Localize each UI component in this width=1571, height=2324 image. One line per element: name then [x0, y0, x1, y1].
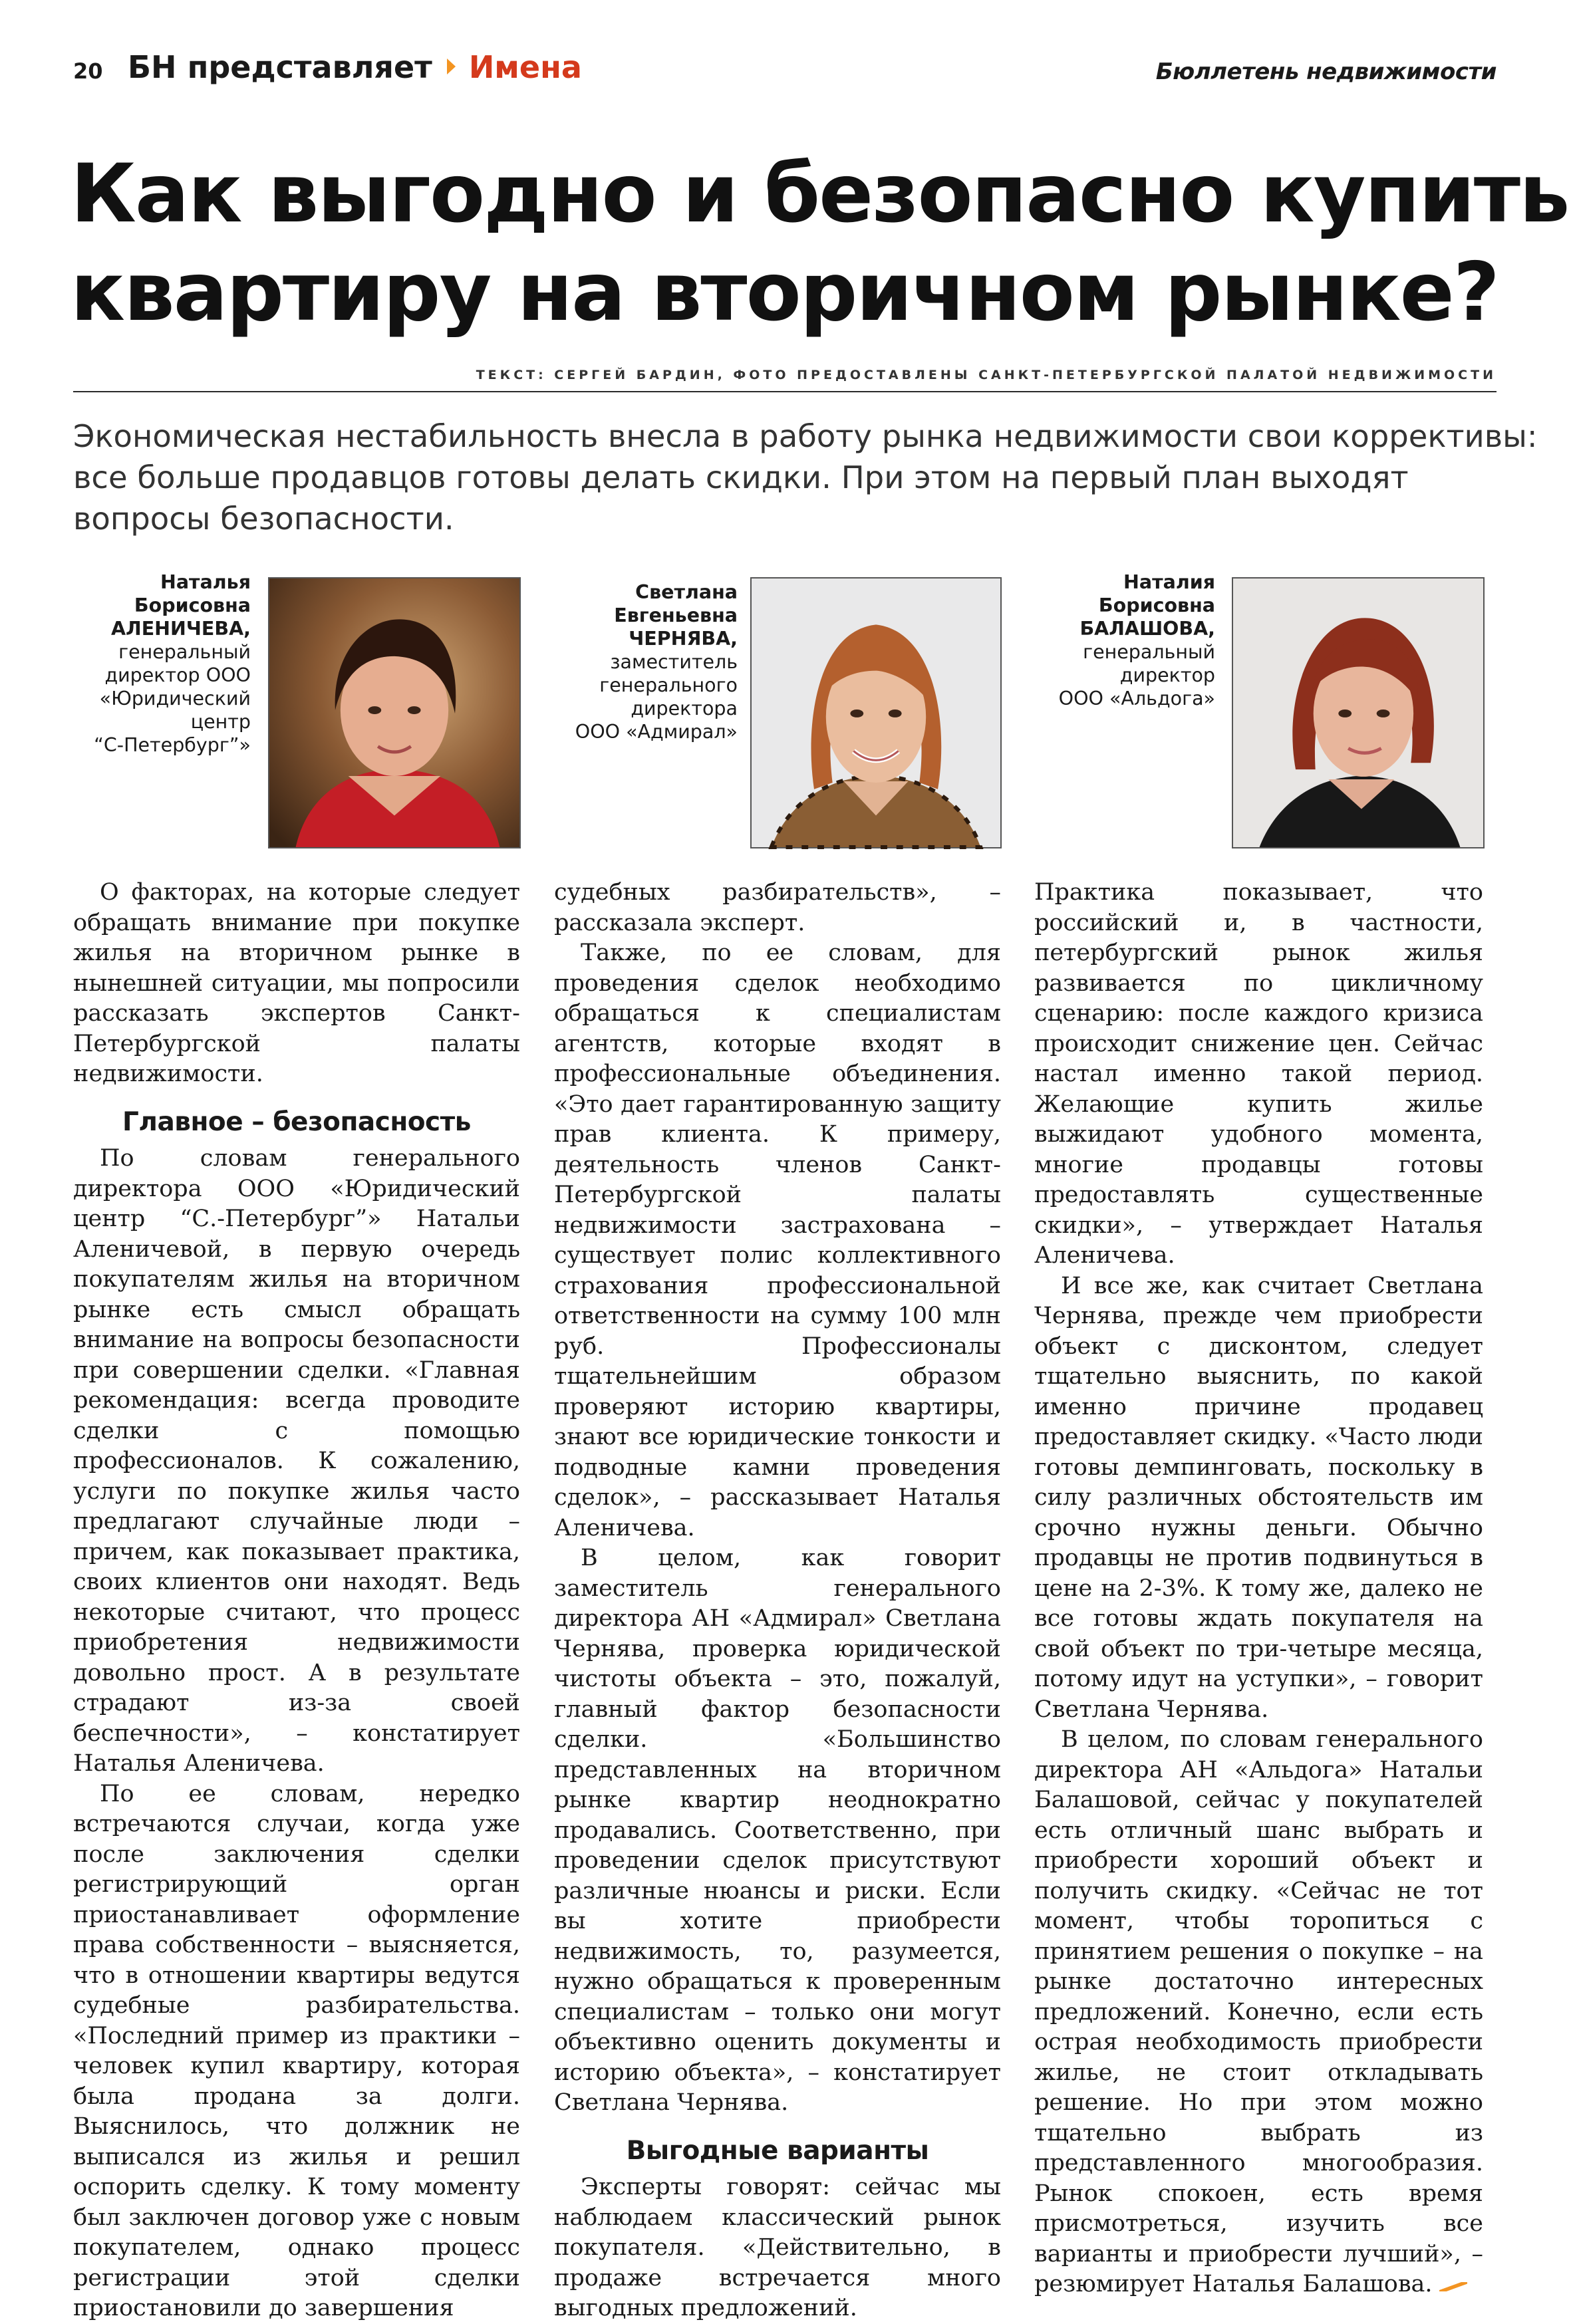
article-title-line: Как выгодно и безопасно купить [71, 147, 1569, 241]
expert-photo-alenicheva [268, 577, 521, 848]
section-subheading: Главное – безопасность [122, 1106, 471, 1137]
section-subheading: Выгодные варианты [626, 2135, 929, 2166]
expert-role-line: ООО «Адмирал» [575, 721, 738, 743]
body-paragraph: По ее словам, нередко встречаются случаи, когда уже после заключения сделки регистрирующий орган приостанавливает оформление права собственности – выясняется, что в отношении квартиры ведутся судебные разбирательства. «Последний пример из практики – человек купил квартиру, которая была продана за долги. Выяснилось, что должник не выписался из жилья и решил оспорить сделку. К тому моменту был заключен договор уже с новым покупателем, однако процесс регистрации этой сделки приостановили до завершения [73, 1780, 520, 2321]
body-paragraph: В целом, как говорит заместитель генерального директора АН «Адмирал» Светлана Чернява, проверка юридической чистоты объекта – это, пожалуй, главный фактор безопасности сделки. «Большинство представленных на вторичном рынке квартир неоднократно продавались. Соответственно, при проведении сделок присутствуют различные нюансы и риски. Если вы хотите приобрести недвижимость, то, разумеется, нужно обращаться к проверенным специалистам – только они могут объективно оценить документы и историю объекта», – констатирует Светлана Чернява. [554, 1545, 1001, 2116]
body-paragraph: По словам генерального директора ООО «Юридический центр “С.-Петербург”» Натальи Аленичевой, в первую очередь покупателям жилья на вторичном рынке есть смысл обращать внимание на вопросы безопасности при совершении сделки. «Главная рекомендация: всегда проводите сделки с помощью профессионалов. К сожалению, услуги по покупке жилья часто предлагают случайные люди – причем, как показывает практика, своих клиентов они находят. Ведь некоторые считают, что процесс приобретения недвижимости довольно прост. А в результате страдают из-за своей беспечности», – констатирует Наталья Аленичева. [73, 1145, 520, 1777]
publication-name: Бюллетень недвижимости [1155, 59, 1497, 85]
article-column-3 [1034, 878, 1483, 2300]
expert-role-line: генеральный [1083, 641, 1215, 663]
body-paragraph: судебных разбирательств», – рассказала эксперт. [554, 879, 1001, 936]
article-column-2 [554, 878, 1001, 2324]
expert-name-line: Наталия [1123, 571, 1215, 593]
lead-line: вопросы безопасности. [73, 501, 454, 537]
body-paragraph: О факторах, на которые следует обращать внимание при покупке жилья на вторичном рынке в нынешней ситуации, мы попросили рассказать экспертов Санкт-Петербургской палаты недвижимости. [73, 879, 520, 1087]
expert-role-line: заместитель [610, 651, 738, 673]
expert-role-line: директор [1119, 664, 1215, 686]
expert-photo-balashova [1232, 577, 1485, 848]
expert-role-line: директор ООО [104, 664, 251, 686]
section-breadcrumb [128, 49, 582, 85]
divider [73, 391, 1497, 392]
expert-name-line: Светлана [635, 581, 738, 603]
body-paragraph: Также, по ее словам, для проведения сделок необходимо обращаться к специалистам агентств, которые входят в профессиональные объединения. «Это дает гарантированную защиту прав клиента. К примеру, деятельность членов Санкт-Петербургской палаты недвижимости застрахована – существует полис коллективного страхования профессиональной ответственности на сумму 100 млн руб. Профессионалы тщательнейшим образом проверяют историю квартиры, знают все юридические тонкости и подводные камни проведения сделок», – рассказывает Наталья Аленичева. [554, 940, 1001, 1541]
article-credits: ТЕКСТ: СЕРГЕЙ БАРДИН, ФОТО ПРЕДОСТАВЛЕНЫ САНКТ-ПЕТЕРБУРГСКОЙ ПАЛАТОЙ НЕДВИЖИМОСТИ [476, 368, 1497, 382]
article-title-line: квартиру на вторичном рынке? [71, 245, 1499, 339]
expert-role-line: генерального [599, 674, 738, 696]
expert-role-line: директора [631, 698, 738, 719]
expert-caption-balashova [1059, 571, 1215, 710]
page-number: 20 [73, 59, 103, 84]
expert-photo-chernyava [750, 577, 1002, 848]
lead-line: Экономическая нестабильность внесла в работу рынка недвижимости свои коррективы: [73, 418, 1538, 454]
expert-role-line: ООО «Альдога» [1058, 688, 1215, 710]
body-paragraph: Практика показывает, что российский и, в частности, петербургский рынок жилья развивается по цикличному сценарию: после каждого кризиса происходит снижение цен. Сейчас настал именно такой период. Желающие купить жилье выжидают удобного момента, многие продавцы готовы предоставлять существенные скидки», – утверждает Наталья Аленичева. [1034, 879, 1483, 1269]
expert-role-line: генеральный [118, 641, 251, 663]
article-end-mark-icon [1439, 2282, 1467, 2291]
expert-role-line: “С-Петербург”» [94, 734, 251, 756]
expert-name-line: Наталья [160, 571, 251, 593]
running-header [73, 47, 1497, 93]
expert-name-line: ЧЕРНЯВА, [629, 628, 738, 650]
expert-name-line: Борисовна [134, 594, 251, 616]
body-paragraph: И все же, как считает Светлана Чернява, прежде чем приобрести объект с дисконтом, следует тщательно выяснить, по какой именно причине продавец предоставляет скидку. «Часто люди готовы демпинговать, поскольку в силу различных обстоятельств им срочно нужны деньги. Обычно продавцы не против подвинуться в цене на 2-3%. К тому же, далеко не все готовы ждать покупателя на свой объект по три-четыре месяца, потому идут на уступки», – говорит Светлана Чернява. [1034, 1272, 1483, 1723]
expert-role-line: «Юридический [99, 688, 251, 710]
body-paragraph: Эксперты говорят: сейчас мы наблюдаем классический рынок покупателя. «Действительно, в продаже встречается много выгодных предложений. [554, 2174, 1001, 2321]
expert-name-line: БАЛАШОВА, [1079, 618, 1215, 640]
expert-name-line: Борисовна [1098, 594, 1215, 616]
expert-name-line: АЛЕНИЧЕВА, [110, 618, 251, 640]
lead-line: все больше продавцов готовы делать скидки. При этом на первый план выходят [73, 459, 1409, 495]
subsection-label: Имена [468, 49, 582, 85]
expert-name-line: Евгеньевна [614, 604, 738, 626]
article-column-1 [73, 878, 520, 2324]
expert-caption-chernyava [575, 581, 738, 743]
article-title [71, 145, 1569, 342]
breadcrumb-arrow-icon [447, 59, 456, 74]
expert-caption-alenicheva [94, 571, 251, 757]
article-lead [73, 416, 1538, 539]
expert-role-line: центр [190, 711, 251, 733]
section-label: БН представляет [128, 49, 432, 85]
body-paragraph-text: В целом, по словам генерального директора АН «Альдога» Натальи Балашовой, сейчас у покупателей есть отличный шанс выбрать и приобрести хороший объект и получить скидку. «Сейчас не тот момент, чтобы торопиться с принятием решения о покупке – на рынке достаточно интересных предложений. Конечно, если есть острая необходимость приобрести жилье, не стоит откладывать решение. Но при этом можно тщательно выбрать из представленного многообразия. Рынок спокоен, есть время присмотреться, изучить все варианты и приобрести лучший», – резюмирует Наталья Балашова. [1034, 1726, 1483, 2297]
body-paragraph [1034, 1725, 1483, 2300]
